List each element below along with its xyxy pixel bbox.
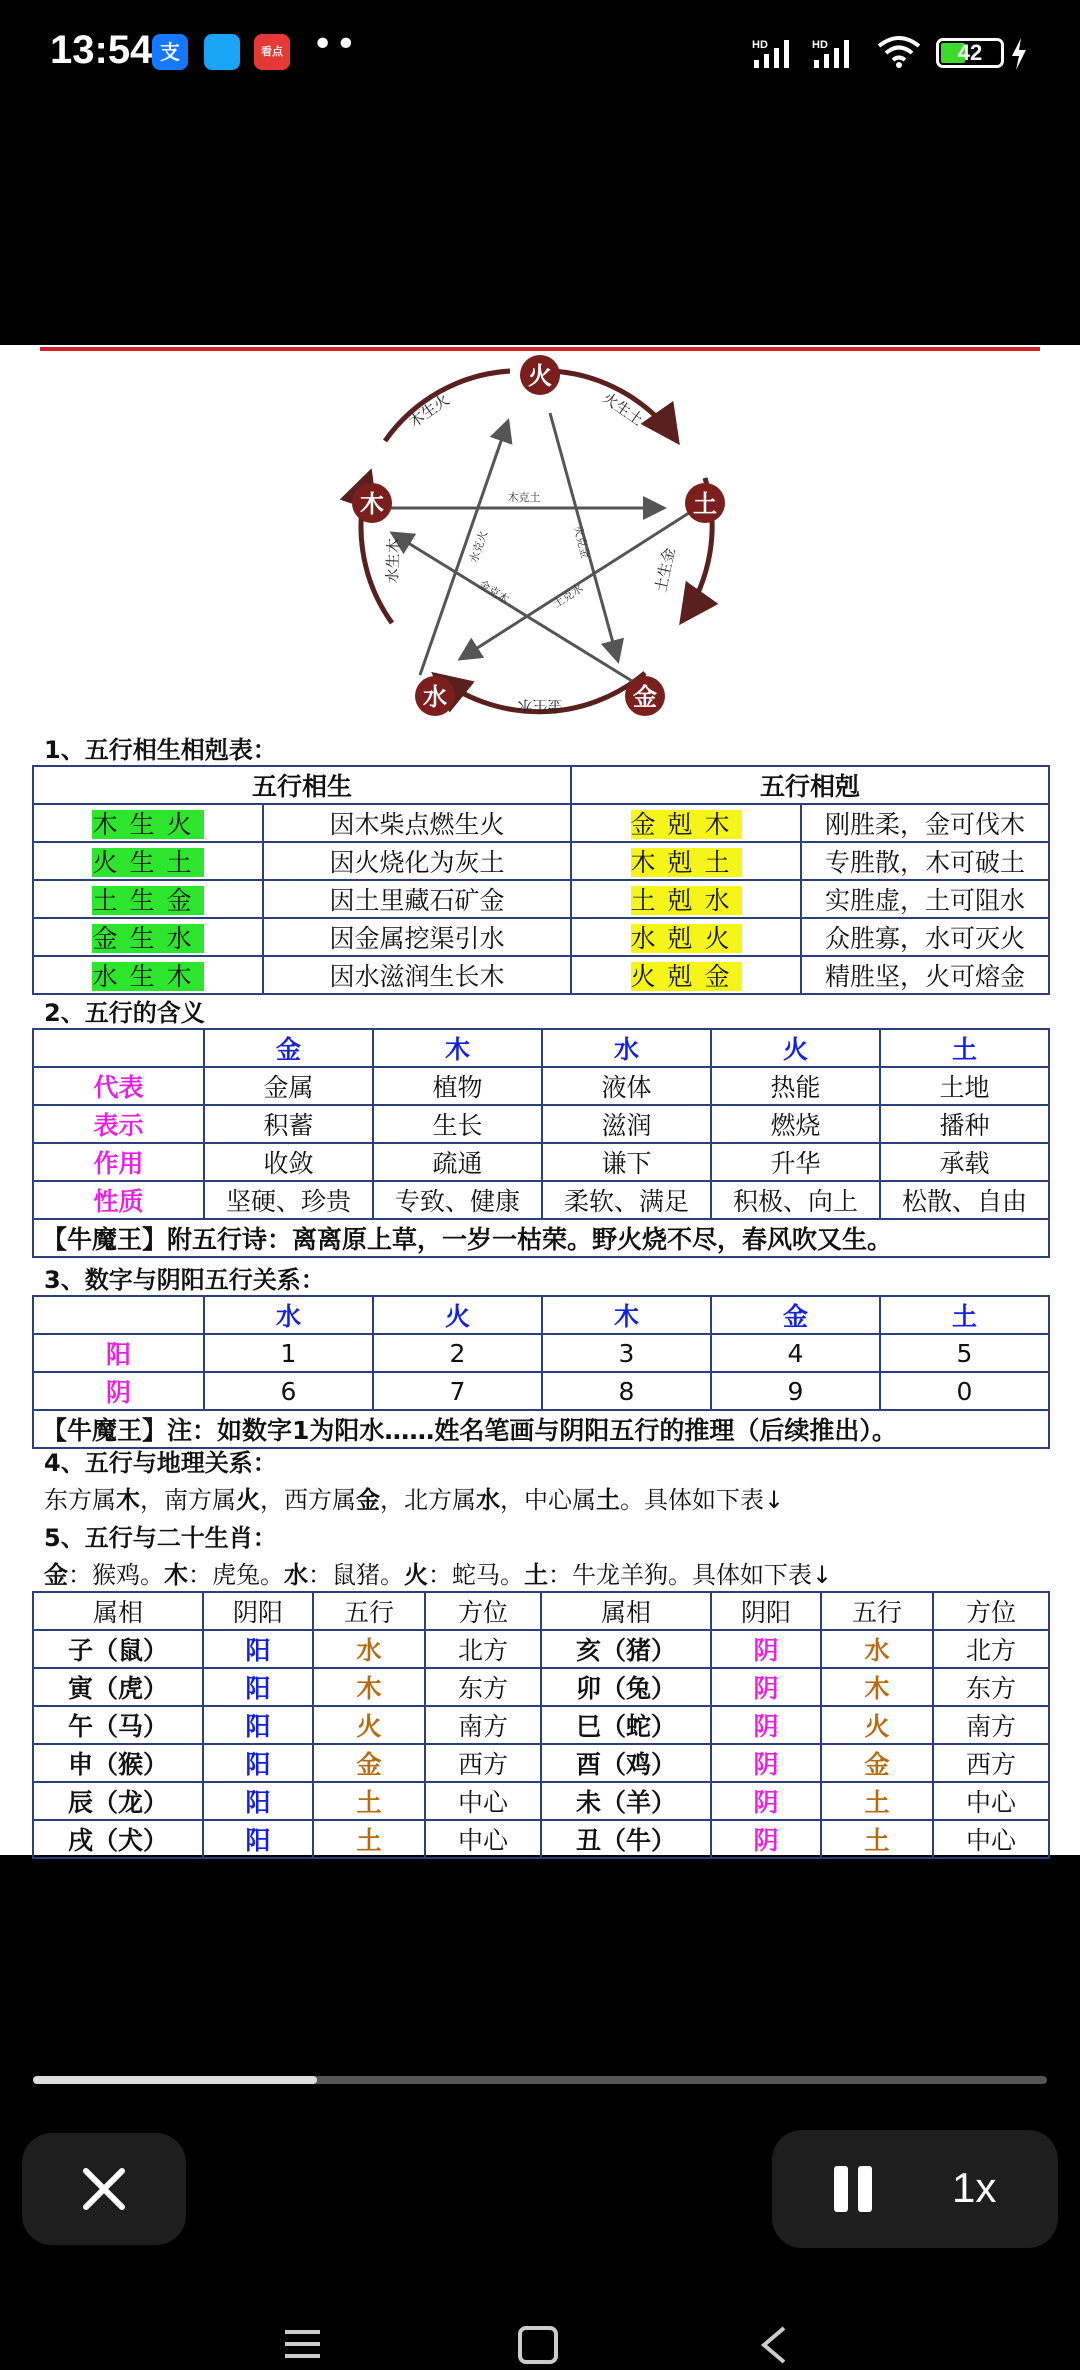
sec1-table [32,765,1050,995]
table-cell: 阳 [203,1744,313,1782]
status-time: 13:54 [50,28,153,72]
col-header: 火 [711,1029,880,1067]
col-header: 属相 [33,1592,203,1630]
table-cell: 木 [821,1668,933,1706]
signal-hd-2-icon [812,36,864,72]
table-cell: 0 [880,1372,1049,1410]
col-header: 木 [373,1029,542,1067]
table-row [33,1067,1049,1105]
ke-cell: 水剋火 [630,924,742,953]
table-row [33,842,1049,880]
col-header: 五行 [313,1592,425,1630]
table-cell: 积蓄 [204,1105,373,1143]
table-cell: 谦下 [542,1143,711,1181]
gen-desc: 因木柴点燃生火 [263,804,571,842]
charging-icon [1010,38,1028,70]
text-part: ：牛龙羊狗。具体如下表↓ [548,1561,833,1589]
table-cell: 坚硬、珍贵 [204,1181,373,1219]
playback-controls [772,2130,1058,2248]
table-cell: 南方 [425,1706,541,1744]
sec1-head-right: 五行相剋 [571,766,1049,804]
sec3-table [32,1295,1050,1449]
chat-notification-icon [204,34,240,70]
table-cell: 滋润 [542,1105,711,1143]
table-cell: 6 [204,1372,373,1410]
ke-cell: 木剋土 [630,848,742,877]
table-row [33,1668,1049,1706]
gen-desc: 因水滋润生长木 [263,956,571,994]
row-label: 性质 [33,1181,204,1219]
table-cell: 西方 [933,1744,1049,1782]
table-cell: 东方 [425,1668,541,1706]
table-cell: 亥（猪） [541,1630,711,1668]
table-cell: 巳（蛇） [541,1706,711,1744]
gen-desc: 因金属挖渠引水 [263,918,571,956]
gen-cell: 水生木 [92,962,204,991]
battery-icon [936,38,1004,68]
text-part: 火 [236,1486,260,1514]
label-earth-water: 土克水 [550,581,586,611]
recent-apps-icon[interactable] [285,2332,320,2356]
text-part: ：鼠猪。 [308,1561,404,1589]
table-cell: 水 [313,1630,425,1668]
table-cell: 辰（龙） [33,1782,203,1820]
table-cell: 松散、自由 [880,1181,1049,1219]
table-cell: 北方 [933,1630,1049,1668]
table-cell: 升华 [711,1143,880,1181]
table-cell: 金属 [204,1067,373,1105]
sec2-table [32,1028,1050,1258]
table-cell: 寅（虎） [33,1668,203,1706]
col-header: 阴阳 [203,1592,313,1630]
col-header: 土 [880,1296,1049,1334]
text-part: 。具体如下表↓ [620,1486,785,1514]
table-cell: 火 [821,1706,933,1744]
node-water-label: 水 [423,683,447,711]
label-water-fire: 水克火 [467,529,491,565]
sec5-text [44,1555,832,1590]
gen-cell: 金生水 [92,924,204,953]
table-cell: 阳 [203,1706,313,1744]
text-part: 金 [44,1561,68,1589]
table-cell: 中心 [425,1820,541,1858]
table-cell: 阳 [203,1820,313,1858]
label-fire-earth: 火生土 [599,388,647,430]
col-header: 水 [542,1029,711,1067]
text-part: 水 [284,1561,308,1589]
close-button[interactable] [22,2133,186,2245]
table-cell: 阳 [203,1630,313,1668]
text-part: 火 [404,1561,428,1589]
table-cell: 子（鼠） [33,1630,203,1668]
wifi-icon [876,34,922,70]
progress-played [33,2076,317,2084]
home-icon[interactable] [520,2328,556,2362]
label-water-wood: 水生木 [383,538,403,584]
table-cell: 水 [821,1630,933,1668]
table-cell: 3 [542,1334,711,1372]
top-divider [40,347,1040,351]
table-cell: 柔软、满足 [542,1181,711,1219]
text-part: 木 [116,1486,140,1514]
table-row [33,1143,1049,1181]
sec4-text [44,1480,784,1515]
table-cell: 中心 [933,1782,1049,1820]
table-cell: 申（猴） [33,1744,203,1782]
table-cell: 9 [711,1372,880,1410]
table-row [33,1334,1049,1372]
row-label: 作用 [33,1143,204,1181]
table-cell: 燃烧 [711,1105,880,1143]
wuxing-diagram [320,353,760,733]
table-cell: 阴 [711,1630,821,1668]
ke-desc: 专胜散，木可破土 [801,842,1049,880]
col-header: 方位 [425,1592,541,1630]
svg-text:HD: HD [812,39,828,51]
table-cell: 8 [542,1372,711,1410]
gen-desc: 因火烧化为灰土 [263,842,571,880]
col-header: 火 [373,1296,542,1334]
sec2-title: 2、五行的含义 [44,999,205,1027]
table-cell: 酉（鸡） [541,1744,711,1782]
table-cell: 阳 [203,1782,313,1820]
table-cell: 卯（兔） [541,1668,711,1706]
table-cell: 土 [821,1820,933,1858]
table-cell: 阴 [711,1820,821,1858]
table-cell: 阳 [203,1668,313,1706]
gen-cell: 土生金 [92,886,204,915]
ke-desc: 实胜虚，土可阻水 [801,880,1049,918]
table-cell: 承载 [880,1143,1049,1181]
ke-desc: 众胜寡，水可灭火 [801,918,1049,956]
text-part: ：猴鸡。 [68,1561,164,1589]
table-cell: 土 [821,1782,933,1820]
text-part: ：虎兔。 [188,1561,284,1589]
table-cell: 阴 [711,1668,821,1706]
gen-desc: 因土里藏石矿金 [263,880,571,918]
col-header: 金 [711,1296,880,1334]
pause-icon[interactable] [830,2164,878,2214]
text-part: ，北方属 [380,1486,476,1514]
svg-text:HD: HD [752,39,768,51]
node-earth-label: 土 [693,490,717,518]
sec1-title: 1、五行相生相剋表： [44,736,277,764]
table-row [33,918,1049,956]
text-part: 水 [476,1486,500,1514]
table-row [33,880,1049,918]
table-cell: 中心 [425,1782,541,1820]
gen-cell: 木生火 [92,810,204,839]
table-cell: 南方 [933,1706,1049,1744]
playback-speed-button[interactable]: 1x [952,2164,997,2211]
table-cell: 阴 [711,1782,821,1820]
back-icon[interactable] [764,2328,784,2362]
table-row [33,1372,1049,1410]
table-cell: 植物 [373,1067,542,1105]
table-cell: 2 [373,1334,542,1372]
table-cell: 西方 [425,1744,541,1782]
table-cell: 木 [313,1668,425,1706]
table-cell: 7 [373,1372,542,1410]
col-header: 五行 [821,1592,933,1630]
text-part: ，西方属 [260,1486,356,1514]
ke-cell: 金剋木 [630,810,742,839]
system-nav-bar [0,2290,1080,2370]
video-progress-bar[interactable] [33,2076,1047,2084]
table-cell: 北方 [425,1630,541,1668]
table-cell: 播种 [880,1105,1049,1143]
text-part: ，中心属 [500,1486,596,1514]
text-part: ，南方属 [140,1486,236,1514]
table-cell: 收敛 [204,1143,373,1181]
ke-desc: 精胜坚，火可熔金 [801,956,1049,994]
table-row [33,1782,1049,1820]
more-notifications-icon: •• [312,24,359,65]
table-cell: 午（马） [33,1706,203,1744]
image-content [0,345,1080,1855]
row-label: 代表 [33,1067,204,1105]
col-header: 阴阳 [711,1592,821,1630]
table-cell: 5 [880,1334,1049,1372]
text-part: 木 [164,1561,188,1589]
battery-level: 42 [957,40,983,65]
sec5-title: 5、五行与二十生肖： [44,1524,277,1552]
node-fire-label: 火 [528,362,552,390]
sec3-title: 3、数字与阴阳五行关系： [44,1266,325,1294]
line-metal-wood [392,533,632,681]
col-header: 木 [542,1296,711,1334]
node-wood-label: 木 [360,490,384,518]
table-cell: 阴 [711,1744,821,1782]
table-row [33,1744,1049,1782]
table-cell: 火 [313,1706,425,1744]
text-part: 土 [596,1486,620,1514]
close-icon [22,2133,186,2245]
table-cell: 土 [313,1820,425,1858]
sec1-head-left: 五行相生 [33,766,571,804]
table-cell: 积极、向上 [711,1181,880,1219]
table-cell: 阴 [711,1706,821,1744]
table-cell: 1 [204,1334,373,1372]
label-fire-metal: 火克金 [570,524,592,560]
table-cell: 热能 [711,1067,880,1105]
table-cell: 东方 [933,1668,1049,1706]
table-row [33,1630,1049,1668]
row-label: 表示 [33,1105,204,1143]
row-label: 阴 [33,1372,204,1410]
col-header: 土 [880,1029,1049,1067]
label-wood-earth: 木克土 [507,491,541,504]
sec4-title: 4、五行与地理关系： [44,1449,277,1477]
table-cell: 专致、健康 [373,1181,542,1219]
node-metal-label: 金 [633,683,657,711]
row-label: 阳 [33,1334,204,1372]
label-metal-water: 金生水 [517,697,563,715]
table-cell: 液体 [542,1067,711,1105]
signal-hd-icon [752,36,804,72]
label-earth-metal: 土生金 [651,546,679,594]
table-row [33,1820,1049,1858]
col-header: 水 [204,1296,373,1334]
table-cell: 疏通 [373,1143,542,1181]
text-part: 东方属 [44,1486,116,1514]
table-cell: 中心 [933,1820,1049,1858]
gen-cell: 火生土 [92,848,204,877]
col-header: 方位 [933,1592,1049,1630]
text-part: 金 [356,1486,380,1514]
poem-note: 【牛魔王】附五行诗：离离原上草，一岁一枯荣。野火烧不尽，春风吹又生。 [33,1219,1049,1257]
table-cell: 未（羊） [541,1782,711,1820]
table-cell: 土地 [880,1067,1049,1105]
table-row [33,804,1049,842]
label-wood-fire: 木生火 [405,390,453,432]
table-cell: 4 [711,1334,880,1372]
col-header: 金 [204,1029,373,1067]
table-row [33,1181,1049,1219]
table-cell: 丑（牛） [541,1820,711,1858]
table-row [33,956,1049,994]
text-part: ：蛇马。 [428,1561,524,1589]
table-cell: 生长 [373,1105,542,1143]
alipay-notification-icon: 支 [152,34,188,70]
news-notification-icon: 看点 [254,34,290,70]
label-metal-wood: 金克木 [476,577,512,607]
table-cell: 金 [313,1744,425,1782]
number-note: 【牛魔王】注：如数字1为阳水……姓名笔画与阴阳五行的推理（后续推出）。 [33,1410,1049,1448]
table-cell: 金 [821,1744,933,1782]
table-cell: 戌（犬） [33,1820,203,1858]
text-part: 土 [524,1561,548,1589]
table-row [33,1706,1049,1744]
table-cell: 土 [313,1782,425,1820]
ke-cell: 火剋金 [630,962,742,991]
ke-desc: 刚胜柔，金可伐木 [801,804,1049,842]
status-bar [0,0,1080,110]
ke-cell: 土剋水 [630,886,742,915]
table-row [33,1105,1049,1143]
zodiac-table [32,1591,1050,1859]
col-header: 属相 [541,1592,711,1630]
